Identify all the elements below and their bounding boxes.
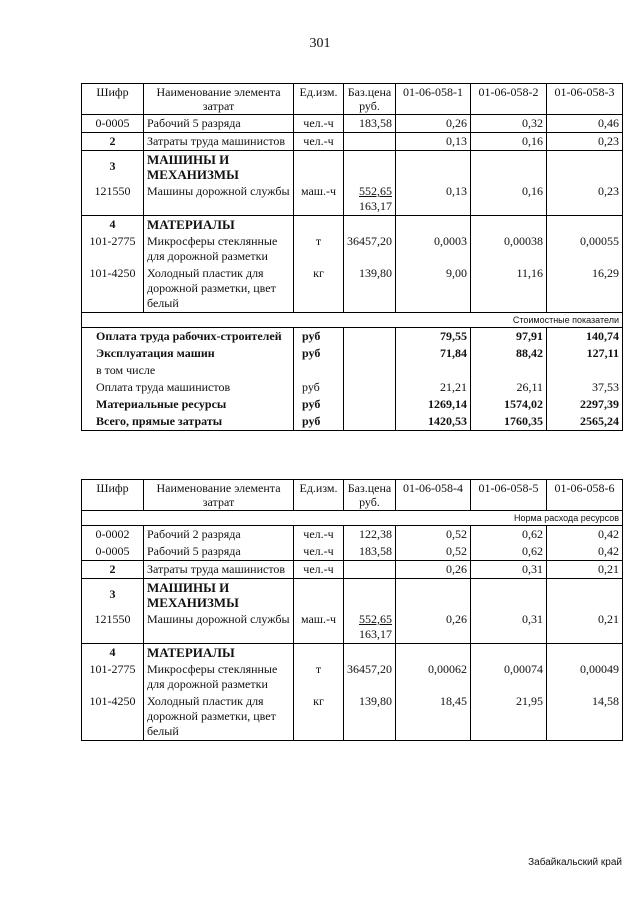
table-row: 0-0005 Рабочий 5 разряда чел.-ч 183,58 0,26 0,32 0,46 — [82, 115, 623, 133]
table-row: 101-2775 Микросферы стеклянные для дорожной разметки т 36457,20 0,00062 0,00074 0,00049 — [82, 661, 623, 693]
section-label: Норма расхода ресурсов — [82, 511, 623, 526]
cost-row: Оплата труда рабочих-строителей руб 79,55 97,91 140,74 — [82, 328, 623, 346]
header-code: Шифр — [82, 480, 144, 511]
section-label: Стоимостные показатели — [82, 313, 623, 328]
table-header — [82, 480, 623, 511]
page-number: 301 — [309, 36, 331, 51]
cost-row: Всего, прямые затраты руб 1420,53 1760,35 2565,24 — [82, 413, 623, 431]
table-row: 101-2775 Микросферы стеклянные для дорожной разметки т 36457,20 0,0003 0,00038 0,00055 — [82, 233, 623, 265]
section-label-row — [82, 511, 623, 526]
header-price: Баз.цена руб. — [344, 84, 396, 115]
header-col-1: 01-06-058-1 — [396, 84, 471, 115]
resource-table-1 — [81, 83, 623, 431]
group-row: 3 МАШИНЫ И МЕХАНИЗМЫ — [82, 579, 623, 612]
table-row: 101-4250 Холодный пластик для дорожной разметки, цвет белый кг 139,80 18,45 21,95 14,58 — [82, 693, 623, 741]
header-col-3: 01-06-058-3 — [547, 84, 623, 115]
table-row: 121550 Машины дорожной службы маш.-ч 552,65 163,17 0,13 0,16 0,23 — [82, 183, 623, 216]
table-row: 101-4250 Холодный пластик для дорожной разметки, цвет белый кг 139,80 9,00 11,16 16,29 — [82, 265, 623, 313]
group-row: 4 МАТЕРИАЛЫ — [82, 216, 623, 234]
table-header — [82, 84, 623, 115]
table-row: 0-0002 Рабочий 2 разряда чел.-ч 122,38 0,52 0,62 0,42 — [82, 526, 623, 544]
group-row: 3 МАШИНЫ И МЕХАНИЗМЫ — [82, 151, 623, 184]
region-footer: Забайкальский край — [528, 857, 622, 868]
table-row: 121550 Машины дорожной службы маш.-ч 552,65 163,17 0,26 0,31 0,21 — [82, 611, 623, 644]
header-col-4: 01-06-058-4 — [396, 480, 471, 511]
header-name: Наименование элемента затрат — [144, 480, 294, 511]
cost-row: Оплата труда машинистов руб 21,21 26,11 37,53 — [82, 379, 623, 396]
table-row: 2 Затраты труда машинистов чел.-ч 0,26 0,31 0,21 — [82, 561, 623, 579]
header-col-5: 01-06-058-5 — [471, 480, 547, 511]
table-row: 0-0005 Рабочий 5 разряда чел.-ч 183,58 0,52 0,62 0,42 — [82, 543, 623, 561]
section-label-row — [82, 313, 623, 328]
resource-table-2 — [81, 479, 623, 741]
header-price: Баз.цена руб. — [344, 480, 396, 511]
header-name: Наименование элемента затрат — [144, 84, 294, 115]
header-code: Шифр — [82, 84, 144, 115]
cost-row: Эксплуатация машин руб 71,84 88,42 127,11 — [82, 345, 623, 362]
group-row: 4 МАТЕРИАЛЫ — [82, 644, 623, 662]
header-col-2: 01-06-058-2 — [471, 84, 547, 115]
table-row: 2 Затраты труда машинистов чел.-ч 0,13 0,16 0,23 — [82, 133, 623, 151]
header-unit: Ед.изм. — [294, 480, 344, 511]
header-col-6: 01-06-058-6 — [547, 480, 623, 511]
cost-row: Материальные ресурсы руб 1269,14 1574,02 2297,39 — [82, 396, 623, 413]
cost-row: в том числе — [82, 362, 623, 379]
header-unit: Ед.изм. — [294, 84, 344, 115]
